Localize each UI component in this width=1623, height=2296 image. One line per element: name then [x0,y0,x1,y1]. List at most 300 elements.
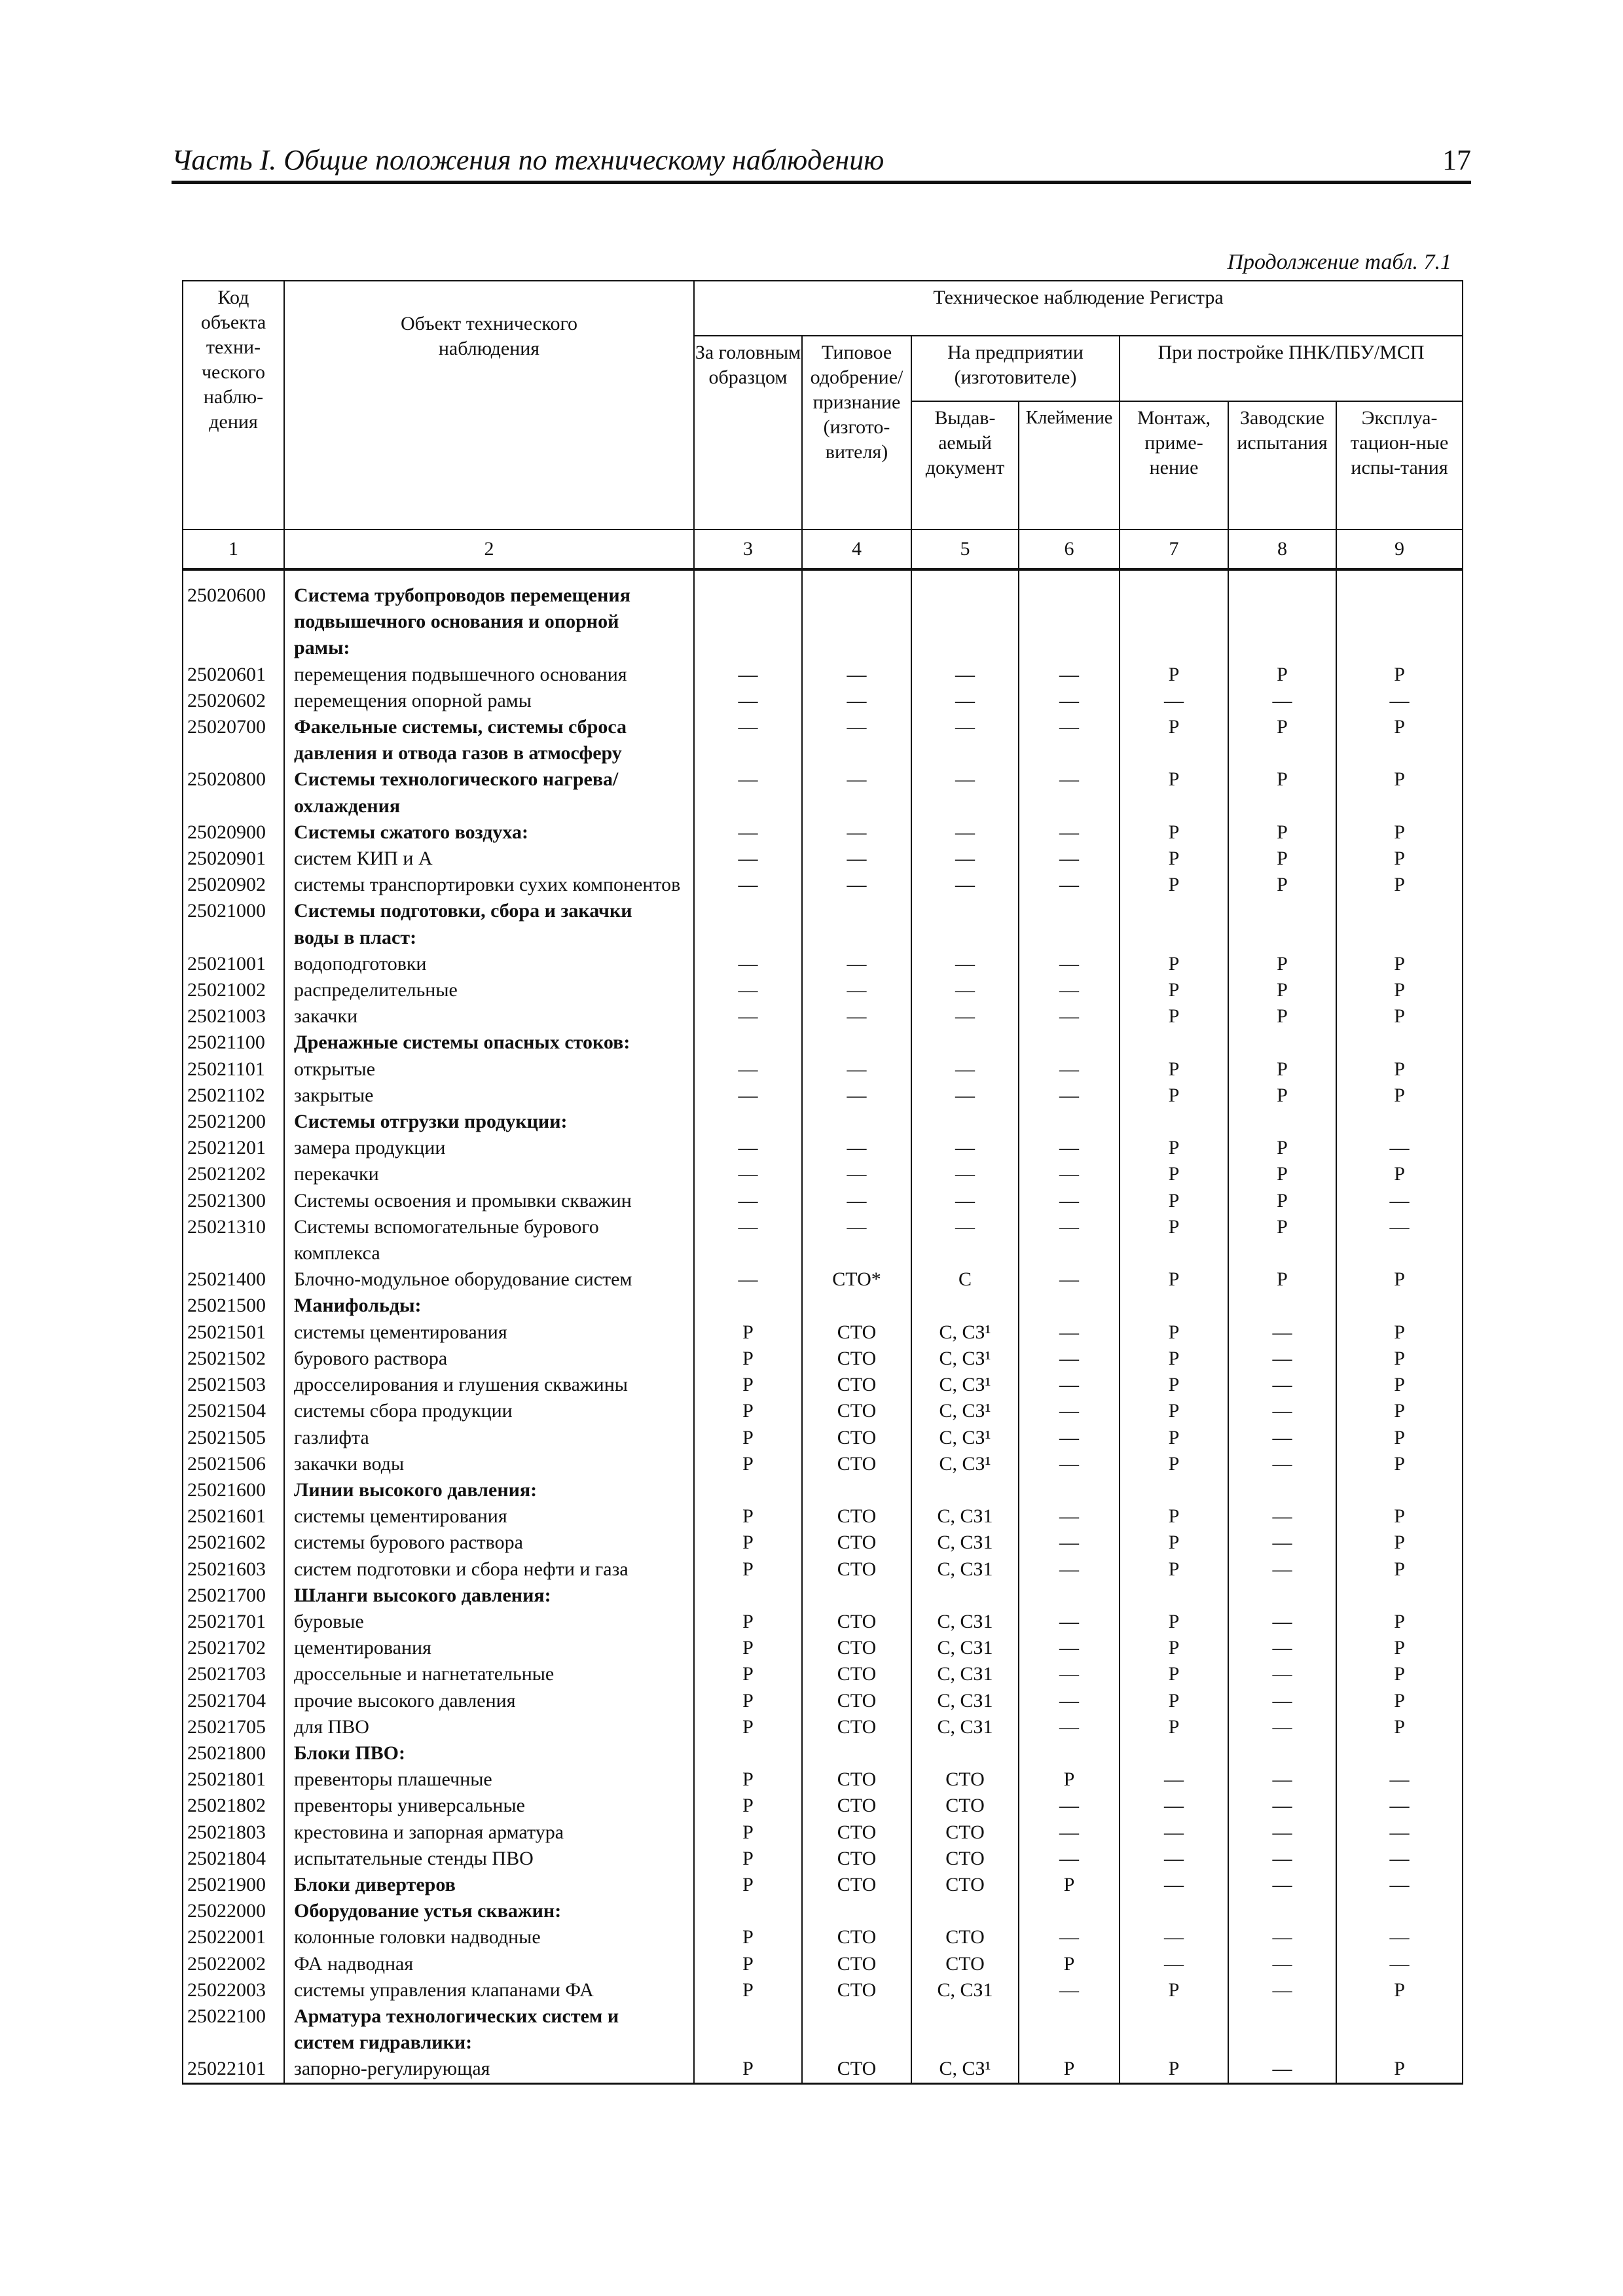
row-branding: — [1019,1451,1120,1477]
row-branding: — [1019,1135,1120,1161]
row-installation [1120,2030,1228,2056]
row-issued-doc [911,1293,1019,1319]
row-branding [1019,1293,1120,1319]
row-installation: Р [1120,1425,1228,1451]
header-issued-doc: Выдав-аемый документ [911,401,1019,529]
row-operational-tests [1336,925,1463,951]
header-operational-tests: Эксплуа-тацион-ные испы-тания [1336,401,1463,529]
row-factory-tests: — [1228,1425,1336,1451]
table-row [183,766,1463,793]
row-installation: Р [1120,714,1228,740]
row-operational-tests: Р [1336,846,1463,872]
row-issued-doc: С, СЗ¹ [911,1451,1019,1477]
row-object: водоподготовки [284,951,694,977]
table-row [183,1583,1463,1609]
row-factory-tests [1228,898,1336,924]
row-operational-tests: — [1336,1214,1463,1240]
row-issued-doc: С, СЗ¹ [911,1319,1019,1346]
row-issued-doc: СТО [911,1872,1019,1898]
row-prototype: Р [694,1635,802,1661]
row-operational-tests [1336,1109,1463,1135]
table-row [183,569,1463,609]
row-branding: — [1019,1398,1120,1424]
row-code: 25021201 [183,1135,284,1161]
row-operational-tests [1336,1240,1463,1266]
row-factory-tests [1228,1898,1336,1924]
row-type-approval: — [802,1056,911,1083]
row-factory-tests: Р [1228,1161,1336,1187]
table-row [183,1319,1463,1346]
row-code: 25020901 [183,846,284,872]
row-object: системы цементирования [284,1503,694,1530]
row-code: 25021800 [183,1740,284,1767]
row-object: рамы: [284,635,694,661]
running-header-title: Часть I. Общие положения по техническому наблюдению [172,144,884,176]
row-object: Системы вспомогательные бурового [284,1214,694,1240]
row-branding: Р [1019,2056,1120,2083]
row-branding: — [1019,1266,1120,1293]
row-branding: — [1019,1214,1120,1240]
table-row [183,1767,1463,1793]
row-branding [1019,1030,1120,1056]
row-installation [1120,793,1228,819]
row-operational-tests: — [1336,1188,1463,1214]
row-installation: Р [1120,951,1228,977]
row-object: Системы освоения и промывки скважин [284,1188,694,1214]
row-type-approval: — [802,1161,911,1187]
row-branding [1019,2030,1120,2056]
row-installation: Р [1120,1346,1228,1372]
row-type-approval [802,2030,911,2056]
row-branding: — [1019,1083,1120,1109]
row-factory-tests: — [1228,1846,1336,1872]
row-operational-tests: Р [1336,714,1463,740]
row-operational-tests: — [1336,1135,1463,1161]
row-issued-doc: С, СЗ1 [911,1635,1019,1661]
row-prototype: Р [694,1951,802,1977]
row-branding: — [1019,1924,1120,1950]
row-factory-tests: Р [1228,714,1336,740]
row-issued-doc [911,2030,1019,2056]
row-object: Оборудование устья скважин: [284,1898,694,1924]
row-issued-doc: СТО [911,1951,1019,1977]
row-type-approval [802,925,911,951]
row-type-approval: — [802,846,911,872]
row-object: буровые [284,1609,694,1635]
row-object: перекачки [284,1161,694,1187]
row-code: 25021001 [183,951,284,977]
row-object: воды в пласт: [284,925,694,951]
row-issued-doc [911,569,1019,609]
row-object: давления и отвода газов в атмосферу [284,740,694,766]
row-branding: Р [1019,1872,1120,1898]
row-prototype [694,1583,802,1609]
column-number: 1 [183,529,284,569]
table-continuation-label: Продолжение табл. 7.1 [1227,250,1451,274]
row-prototype: Р [694,1372,802,1398]
row-branding: — [1019,1688,1120,1714]
row-operational-tests: — [1336,1951,1463,1977]
row-operational-tests [1336,740,1463,766]
table-row [183,1503,1463,1530]
row-code: 25021504 [183,1398,284,1424]
row-type-approval: СТО [802,1609,911,1635]
row-prototype [694,1109,802,1135]
row-type-approval [802,1240,911,1266]
row-factory-tests [1228,2030,1336,2056]
row-issued-doc: — [911,1003,1019,1030]
row-issued-doc: С, СЗ1 [911,1714,1019,1740]
row-factory-tests [1228,1477,1336,1503]
row-code: 25021700 [183,1583,284,1609]
row-installation [1120,925,1228,951]
row-operational-tests: — [1336,1872,1463,1898]
table-row [183,819,1463,846]
row-factory-tests: — [1228,1977,1336,2003]
row-issued-doc: С, СЗ1 [911,1530,1019,1556]
row-object: Системы технологического нагрева/ [284,766,694,793]
row-code: 25021801 [183,1767,284,1793]
row-operational-tests: Р [1336,1161,1463,1187]
row-type-approval: — [802,766,911,793]
row-type-approval: — [802,688,911,714]
row-operational-tests [1336,635,1463,661]
row-branding: — [1019,1056,1120,1083]
row-operational-tests: Р [1336,1056,1463,1083]
row-object: систем КИП и А [284,846,694,872]
row-installation: Р [1120,662,1228,688]
row-issued-doc: — [911,1056,1019,1083]
row-type-approval: — [802,872,911,898]
row-factory-tests: — [1228,1372,1336,1398]
row-code [183,925,284,951]
row-code: 25021500 [183,1293,284,1319]
row-prototype: — [694,662,802,688]
row-factory-tests: — [1228,1319,1336,1346]
row-branding: — [1019,1714,1120,1740]
row-branding [1019,1477,1120,1503]
row-prototype: — [694,846,802,872]
table-row [183,1266,1463,1293]
row-object: системы цементирования [284,1319,694,1346]
row-branding: Р [1019,1767,1120,1793]
table-row [183,2056,1463,2083]
row-object: Блочно-модульное оборудование систем [284,1266,694,1293]
row-prototype: Р [694,1793,802,1819]
table-row [183,925,1463,951]
header-code: Код объекта техни-ческого наблю-дения [183,281,284,529]
row-factory-tests: — [1228,1609,1336,1635]
row-prototype: — [694,1161,802,1187]
table-row [183,1820,1463,1846]
row-prototype: Р [694,1609,802,1635]
table-row [183,1030,1463,1056]
row-branding: — [1019,819,1120,846]
row-type-approval [802,569,911,609]
row-operational-tests: Р [1336,2056,1463,2083]
row-code: 25021502 [183,1346,284,1372]
table-row [183,1056,1463,1083]
row-issued-doc [911,609,1019,635]
row-object: Системы сжатого воздуха: [284,819,694,846]
table-row [183,1372,1463,1398]
row-type-approval: — [802,1003,911,1030]
row-code [183,1240,284,1266]
row-installation [1120,1109,1228,1135]
row-prototype [694,740,802,766]
row-installation: Р [1120,2056,1228,2083]
row-prototype: — [694,1083,802,1109]
row-operational-tests: — [1336,1924,1463,1950]
row-prototype [694,1477,802,1503]
row-type-approval: — [802,1188,911,1214]
column-number: 5 [911,529,1019,569]
row-factory-tests: — [1228,1820,1336,1846]
row-type-approval [802,1030,911,1056]
row-object: Манифольды: [284,1293,694,1319]
row-prototype [694,635,802,661]
row-type-approval [802,1293,911,1319]
table-row [183,951,1463,977]
row-factory-tests: — [1228,1398,1336,1424]
running-header [172,143,1471,184]
row-installation: Р [1120,1188,1228,1214]
row-code: 25020601 [183,662,284,688]
row-object: Факельные системы, системы сброса [284,714,694,740]
row-issued-doc [911,1109,1019,1135]
row-object: замера продукции [284,1135,694,1161]
row-code: 25021602 [183,1530,284,1556]
row-prototype: — [694,1266,802,1293]
row-code [183,740,284,766]
row-type-approval [802,2003,911,2030]
row-factory-tests: Р [1228,1214,1336,1240]
row-code: 25020800 [183,766,284,793]
column-number: 6 [1019,529,1120,569]
row-type-approval: СТО [802,1530,911,1556]
row-object: бурового раствора [284,1346,694,1372]
row-prototype: Р [694,1451,802,1477]
row-issued-doc: С [911,1266,1019,1293]
row-code [183,609,284,635]
row-issued-doc: СТО [911,1846,1019,1872]
row-branding: — [1019,1793,1120,1819]
row-issued-doc [911,925,1019,951]
row-prototype: Р [694,1530,802,1556]
row-issued-doc: С, СЗ1 [911,1503,1019,1530]
table-row [183,1188,1463,1214]
row-issued-doc: — [911,714,1019,740]
row-issued-doc: С, СЗ¹ [911,1346,1019,1372]
row-installation [1120,609,1228,635]
row-prototype: — [694,766,802,793]
row-installation [1120,1898,1228,1924]
row-prototype: Р [694,1425,802,1451]
row-branding [1019,793,1120,819]
row-object: Система трубопроводов перемещения [284,569,694,609]
row-branding: — [1019,1346,1120,1372]
header-installation: Монтаж, приме-нение [1120,401,1228,529]
row-operational-tests: Р [1336,1530,1463,1556]
row-installation: Р [1120,872,1228,898]
row-code: 25021703 [183,1661,284,1687]
row-type-approval: СТО [802,1425,911,1451]
row-prototype: Р [694,1398,802,1424]
row-code: 25022003 [183,1977,284,2003]
row-code: 25021400 [183,1266,284,1293]
row-prototype: Р [694,1556,802,1583]
row-installation: Р [1120,1161,1228,1187]
row-type-approval: — [802,977,911,1003]
row-operational-tests: Р [1336,951,1463,977]
row-branding: — [1019,846,1120,872]
row-code: 25021102 [183,1083,284,1109]
row-installation: — [1120,1924,1228,1950]
row-type-approval [802,1740,911,1767]
row-operational-tests: — [1336,1820,1463,1846]
row-operational-tests: Р [1336,1425,1463,1451]
row-prototype: — [694,1214,802,1240]
row-operational-tests: Р [1336,766,1463,793]
row-installation: — [1120,1846,1228,1872]
row-code: 25021101 [183,1056,284,1083]
row-branding [1019,1898,1120,1924]
row-type-approval: — [802,1214,911,1240]
row-issued-doc: — [911,1188,1019,1214]
row-code: 25021900 [183,1872,284,1898]
row-installation [1120,635,1228,661]
row-issued-doc: — [911,662,1019,688]
row-prototype [694,1240,802,1266]
table-row [183,1003,1463,1030]
row-installation: Р [1120,1266,1228,1293]
row-prototype [694,609,802,635]
row-code: 25021600 [183,1477,284,1503]
row-code: 25021310 [183,1214,284,1240]
column-number: 4 [802,529,911,569]
row-operational-tests: Р [1336,819,1463,846]
row-prototype: — [694,977,802,1003]
row-issued-doc: СТО [911,1924,1019,1950]
row-type-approval: СТО [802,1872,911,1898]
row-issued-doc: СТО [911,1767,1019,1793]
row-operational-tests: Р [1336,977,1463,1003]
row-branding [1019,569,1120,609]
table-row [183,1083,1463,1109]
row-operational-tests [1336,569,1463,609]
row-code: 25021200 [183,1109,284,1135]
row-issued-doc: С, СЗ1 [911,1609,1019,1635]
row-installation: Р [1120,819,1228,846]
row-issued-doc [911,740,1019,766]
row-factory-tests: — [1228,1688,1336,1714]
row-branding: — [1019,1609,1120,1635]
table-row [183,1898,1463,1924]
row-object: системы бурового раствора [284,1530,694,1556]
row-factory-tests [1228,569,1336,609]
row-factory-tests: — [1228,1556,1336,1583]
table-row [183,1161,1463,1187]
row-factory-tests: Р [1228,1083,1336,1109]
row-branding: — [1019,1425,1120,1451]
row-branding: — [1019,766,1120,793]
row-factory-tests: Р [1228,1188,1336,1214]
row-type-approval [802,609,911,635]
row-type-approval: СТО [802,1346,911,1372]
header-object: Объект технического наблюдения [284,281,694,529]
row-prototype [694,1030,802,1056]
row-issued-doc: СТО [911,1820,1019,1846]
row-type-approval [802,1477,911,1503]
row-installation: Р [1120,1714,1228,1740]
row-installation: Р [1120,1372,1228,1398]
row-code [183,2030,284,2056]
row-installation: Р [1120,1398,1228,1424]
row-operational-tests: Р [1336,1977,1463,2003]
row-factory-tests [1228,1583,1336,1609]
row-installation [1120,569,1228,609]
row-code: 25021601 [183,1503,284,1530]
supervision-table [182,280,1463,2085]
row-operational-tests: Р [1336,1635,1463,1661]
row-branding: — [1019,1319,1120,1346]
row-operational-tests [1336,1583,1463,1609]
table-row [183,609,1463,635]
row-operational-tests: — [1336,1767,1463,1793]
row-code: 25021704 [183,1688,284,1714]
row-prototype: Р [694,1977,802,2003]
table-row [183,898,1463,924]
table-row [183,1793,1463,1819]
row-prototype: — [694,872,802,898]
row-branding: — [1019,872,1120,898]
row-factory-tests [1228,740,1336,766]
row-code: 25021701 [183,1609,284,1635]
row-operational-tests [1336,609,1463,635]
row-prototype [694,898,802,924]
row-operational-tests: Р [1336,1319,1463,1346]
row-object: для ПВО [284,1714,694,1740]
table-row [183,1609,1463,1635]
row-object: Шланги высокого давления: [284,1583,694,1609]
row-object: распределительные [284,977,694,1003]
row-branding: — [1019,1846,1120,1872]
row-issued-doc [911,898,1019,924]
row-code: 25021702 [183,1635,284,1661]
header-supervision: Техническое наблюдение Регистра [694,281,1463,336]
row-operational-tests [1336,1293,1463,1319]
row-type-approval: СТО [802,1398,911,1424]
row-prototype: — [694,951,802,977]
row-object: Системы отгрузки продукции: [284,1109,694,1135]
column-number-row [183,529,1463,569]
row-prototype: — [694,1003,802,1030]
row-factory-tests: — [1228,1530,1336,1556]
row-factory-tests: — [1228,2056,1336,2083]
table-row [183,1214,1463,1240]
row-installation: — [1120,1951,1228,1977]
row-object: запорно-регулирующая [284,2056,694,2083]
row-type-approval: СТО [802,1951,911,1977]
row-operational-tests [1336,793,1463,819]
row-installation: — [1120,1793,1228,1819]
header-at-enterprise: На предприятии (изготовителе) [911,336,1120,401]
row-branding: Р [1019,1951,1120,1977]
row-object: системы сбора продукции [284,1398,694,1424]
row-issued-doc: — [911,1083,1019,1109]
row-object: системы транспортировки сухих компонентов [284,872,694,898]
row-prototype [694,1740,802,1767]
